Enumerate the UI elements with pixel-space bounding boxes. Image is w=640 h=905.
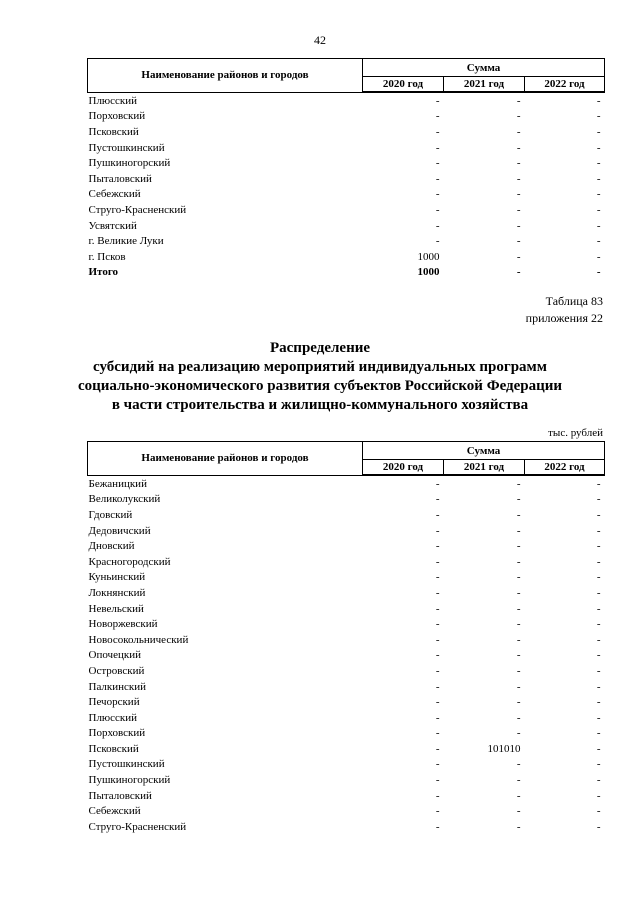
- row-name-cell: Куньинский: [88, 571, 146, 584]
- value-2020-cell: -: [435, 680, 440, 693]
- row-name-cell: Плюсский: [88, 711, 138, 724]
- value-2021-cell: -: [516, 571, 521, 584]
- value-2022-cell: -: [596, 649, 601, 662]
- value-2022-cell: -: [596, 203, 601, 216]
- title-line-2: субсидий на реализацию мероприятий индивидуальных программ: [93, 359, 547, 375]
- value-2021-cell: -: [516, 94, 521, 107]
- row-name-cell: Новосокольнический: [88, 633, 189, 646]
- row-name-cell: Плюсский: [88, 94, 138, 107]
- value-2022-cell: -: [596, 789, 601, 802]
- table-row: [88, 585, 605, 601]
- value-2021-cell: -: [516, 820, 521, 833]
- table-row: [88, 140, 605, 156]
- value-2022-cell: -: [596, 477, 601, 490]
- row-name-cell: Пушкиногорский: [88, 157, 171, 170]
- value-2022-cell: -: [596, 633, 601, 646]
- value-2020-cell: -: [435, 493, 440, 506]
- table-2: [87, 441, 604, 835]
- value-2022-cell: -: [596, 524, 601, 537]
- value-2020-cell: -: [435, 141, 440, 154]
- row-name-cell: Островский: [88, 664, 145, 677]
- value-2022-cell: -: [596, 758, 601, 771]
- value-2022-cell: -: [596, 540, 601, 553]
- value-2020-cell: -: [435, 805, 440, 818]
- row-name-cell: Печорский: [88, 696, 140, 709]
- row-name-cell: Пушкиногорский: [88, 774, 171, 787]
- value-2020-cell: -: [435, 540, 440, 553]
- table-row: [88, 726, 605, 742]
- row-name-cell: Палкинский: [88, 680, 147, 693]
- value-2020-cell: 1000: [417, 266, 440, 279]
- value-2021-cell: -: [516, 157, 521, 170]
- value-2021-cell: -: [516, 696, 521, 709]
- row-name-cell: Себежский: [88, 188, 141, 201]
- title-line-3: социально-экономического развития субъектов Российской Федерации: [77, 378, 563, 394]
- value-2022-cell: -: [596, 571, 601, 584]
- value-2021-cell: -: [516, 141, 521, 154]
- value-2021-cell: -: [516, 555, 521, 568]
- value-2020-cell: -: [435, 477, 440, 490]
- total-row: [88, 265, 605, 281]
- table-1: [87, 58, 604, 280]
- table-row: [88, 124, 605, 140]
- table-row: [88, 741, 605, 757]
- value-2022-cell: -: [596, 555, 601, 568]
- column-header-name: Наименование районов и городов: [88, 59, 363, 93]
- appendix-reference: приложения 22: [525, 311, 603, 325]
- value-2022-cell: -: [596, 508, 601, 521]
- value-2020-cell: -: [435, 711, 440, 724]
- table-row: [88, 694, 605, 710]
- table-row: [88, 772, 605, 788]
- value-2020-cell: -: [435, 235, 440, 248]
- value-2022-cell: -: [596, 157, 601, 170]
- table-row: [88, 819, 605, 835]
- value-2020-cell: -: [435, 618, 440, 631]
- value-2022-cell: -: [596, 805, 601, 818]
- value-2022-cell: -: [596, 235, 601, 248]
- value-2022-cell: -: [596, 774, 601, 787]
- value-2020-cell: -: [435, 820, 440, 833]
- value-2022-cell: -: [596, 172, 601, 185]
- column-header-2022: 2022 год: [525, 460, 605, 476]
- table-row: [88, 616, 605, 632]
- row-name-cell: Пустошкинский: [88, 141, 165, 154]
- value-2021-cell: 101010: [487, 742, 521, 755]
- value-2020-cell: -: [435, 586, 440, 599]
- table-row: [88, 233, 605, 249]
- title-line-1: Распределение: [269, 340, 371, 356]
- page-number: 42: [314, 33, 326, 47]
- row-name-cell: Усвятский: [88, 219, 137, 232]
- table-row: [88, 570, 605, 586]
- value-2022-cell: -: [596, 602, 601, 615]
- table-row: [88, 249, 605, 265]
- value-2021-cell: -: [516, 774, 521, 787]
- row-name-cell: Невельский: [88, 602, 144, 615]
- row-name-cell: Бежаницкий: [88, 477, 147, 490]
- value-2020-cell: -: [435, 219, 440, 232]
- row-name-cell: Дновский: [88, 540, 135, 553]
- value-2021-cell: -: [516, 524, 521, 537]
- table-row: [88, 554, 605, 570]
- row-name-cell: Пустошкинский: [88, 758, 165, 771]
- row-name-cell: Итого: [88, 266, 119, 279]
- column-header-name: Наименование районов и городов: [88, 442, 363, 476]
- row-name-cell: Дедовичский: [88, 524, 151, 537]
- value-2020-cell: -: [435, 649, 440, 662]
- value-2022-cell: -: [596, 742, 601, 755]
- table-row: [88, 632, 605, 648]
- value-2020-cell: -: [435, 203, 440, 216]
- value-2020-cell: -: [435, 602, 440, 615]
- table-row: [88, 507, 605, 523]
- value-2021-cell: -: [516, 477, 521, 490]
- column-header-2020: 2020 год: [363, 77, 444, 93]
- table-2-body: [88, 475, 605, 835]
- unit-label: тыс. рублей: [548, 427, 603, 439]
- value-2022-cell: -: [596, 94, 601, 107]
- table-2-grid: [87, 441, 605, 835]
- table-row: [88, 171, 605, 187]
- value-2020-cell: -: [435, 94, 440, 107]
- value-2022-cell: -: [596, 250, 601, 263]
- value-2021-cell: -: [516, 758, 521, 771]
- value-2021-cell: -: [516, 125, 521, 138]
- value-2021-cell: -: [516, 680, 521, 693]
- table-1-header: [88, 59, 605, 93]
- value-2020-cell: -: [435, 172, 440, 185]
- value-2020-cell: -: [435, 188, 440, 201]
- value-2020-cell: -: [435, 508, 440, 521]
- row-name-cell: Порховский: [88, 727, 146, 740]
- row-name-cell: Новоржевский: [88, 618, 158, 631]
- column-header-2022: 2022 год: [525, 77, 605, 93]
- value-2021-cell: -: [516, 711, 521, 724]
- table-row: [88, 538, 605, 554]
- title-line-4: в части строительства и жилищно-коммунального хозяйства: [111, 397, 529, 413]
- value-2021-cell: -: [516, 727, 521, 740]
- value-2022-cell: -: [596, 820, 601, 833]
- table-row: [88, 710, 605, 726]
- table-row: [88, 648, 605, 664]
- value-2021-cell: -: [516, 540, 521, 553]
- row-name-cell: г. Псков: [88, 250, 126, 263]
- value-2020-cell: -: [435, 727, 440, 740]
- table-row: [88, 523, 605, 539]
- value-2022-cell: -: [596, 727, 601, 740]
- table-row: [88, 187, 605, 203]
- value-2020-cell: -: [435, 633, 440, 646]
- row-name-cell: Пыталовский: [88, 789, 152, 802]
- value-2022-cell: -: [596, 664, 601, 677]
- value-2022-cell: -: [596, 266, 601, 279]
- row-name-cell: Пыталовский: [88, 172, 152, 185]
- table-row: [88, 218, 605, 234]
- table-row: [88, 202, 605, 218]
- column-header-2020: 2020 год: [363, 460, 444, 476]
- value-2021-cell: -: [516, 188, 521, 201]
- table-row: [88, 492, 605, 508]
- row-name-cell: Порховский: [88, 110, 146, 123]
- value-2021-cell: -: [516, 250, 521, 263]
- value-2021-cell: -: [516, 219, 521, 232]
- row-name-cell: Псковский: [88, 125, 139, 138]
- value-2020-cell: -: [435, 524, 440, 537]
- table-row: [88, 679, 605, 695]
- value-2020-cell: -: [435, 157, 440, 170]
- value-2022-cell: -: [596, 696, 601, 709]
- table-note: [526, 293, 603, 327]
- value-2021-cell: -: [516, 586, 521, 599]
- value-2021-cell: -: [516, 664, 521, 677]
- table-row: [88, 788, 605, 804]
- table-row: [88, 803, 605, 819]
- value-2020-cell: -: [435, 555, 440, 568]
- row-name-cell: Локнянский: [88, 586, 146, 599]
- table-row: [88, 155, 605, 171]
- table-number: Таблица 83: [545, 294, 603, 308]
- table-row: [88, 663, 605, 679]
- value-2022-cell: -: [596, 680, 601, 693]
- value-2020-cell: -: [435, 789, 440, 802]
- value-2020-cell: -: [435, 125, 440, 138]
- value-2021-cell: -: [516, 266, 521, 279]
- row-name-cell: Великолукский: [88, 493, 161, 506]
- value-2021-cell: -: [516, 508, 521, 521]
- table-row: [88, 757, 605, 773]
- value-2021-cell: -: [516, 235, 521, 248]
- column-header-sum: Сумма: [363, 442, 605, 460]
- value-2020-cell: -: [435, 774, 440, 787]
- value-2022-cell: -: [596, 618, 601, 631]
- table-1-body: [88, 92, 605, 280]
- row-name-cell: г. Великие Луки: [88, 235, 164, 248]
- value-2022-cell: -: [596, 125, 601, 138]
- value-2022-cell: -: [596, 586, 601, 599]
- value-2022-cell: -: [596, 110, 601, 123]
- value-2021-cell: -: [516, 618, 521, 631]
- value-2022-cell: -: [596, 219, 601, 232]
- value-2021-cell: -: [516, 602, 521, 615]
- document-title: [0, 339, 640, 415]
- value-2020-cell: 1000: [417, 250, 440, 263]
- value-2020-cell: -: [435, 758, 440, 771]
- row-name-cell: Опочецкий: [88, 649, 141, 662]
- column-header-2021: 2021 год: [444, 77, 525, 93]
- table-row: [88, 92, 605, 109]
- value-2020-cell: -: [435, 664, 440, 677]
- value-2022-cell: -: [596, 188, 601, 201]
- value-2021-cell: -: [516, 805, 521, 818]
- value-2020-cell: -: [435, 110, 440, 123]
- row-name-cell: Псковский: [88, 742, 139, 755]
- row-name-cell: Красногородский: [88, 555, 171, 568]
- table-1-grid: [87, 58, 605, 280]
- column-header-sum: Сумма: [363, 59, 605, 77]
- value-2022-cell: -: [596, 711, 601, 724]
- value-2022-cell: -: [596, 141, 601, 154]
- row-name-cell: Струго-Красненский: [88, 820, 187, 833]
- value-2021-cell: -: [516, 649, 521, 662]
- row-name-cell: Струго-Красненский: [88, 203, 187, 216]
- value-2021-cell: -: [516, 203, 521, 216]
- table-row: [88, 109, 605, 125]
- value-2021-cell: -: [516, 110, 521, 123]
- table-row: [88, 601, 605, 617]
- value-2022-cell: -: [596, 493, 601, 506]
- value-2021-cell: -: [516, 633, 521, 646]
- table-row: [88, 475, 605, 492]
- value-2020-cell: -: [435, 571, 440, 584]
- column-header-2021: 2021 год: [444, 460, 525, 476]
- value-2021-cell: -: [516, 493, 521, 506]
- value-2021-cell: -: [516, 789, 521, 802]
- value-2020-cell: -: [435, 696, 440, 709]
- value-2020-cell: -: [435, 742, 440, 755]
- value-2021-cell: -: [516, 172, 521, 185]
- row-name-cell: Гдовский: [88, 508, 133, 521]
- table-2-header: [88, 442, 605, 476]
- row-name-cell: Себежский: [88, 805, 141, 818]
